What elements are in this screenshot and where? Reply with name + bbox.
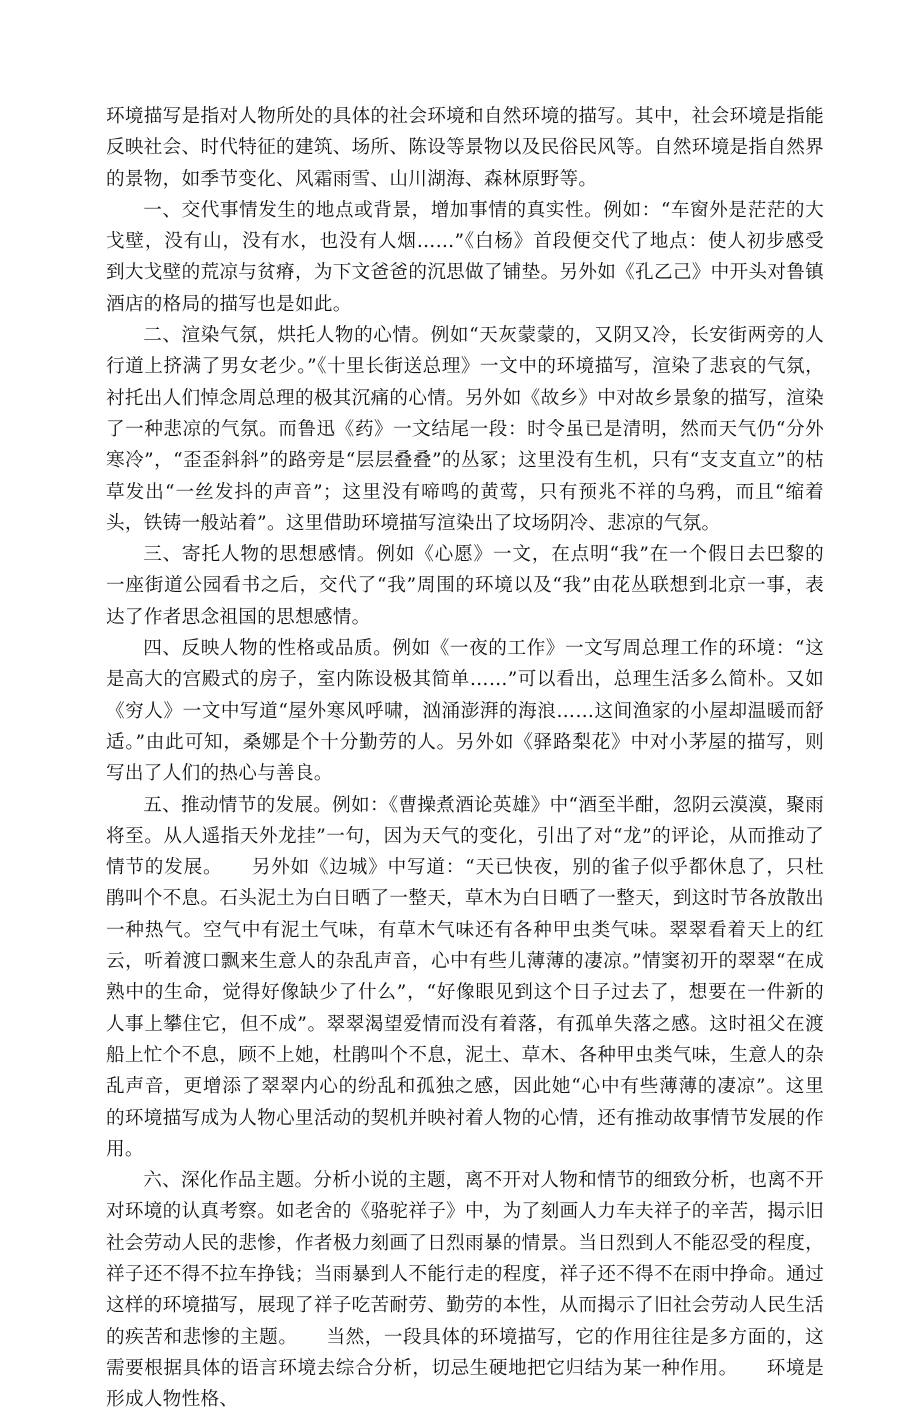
document-page: [106, 101, 824, 1415]
paragraph-intro: 环境描写是指对人物所处的具体的社会环境和自然环境的描写。其中，社会环境是指能反映社会、时代特征的建筑、场所、陈设等景物以及民俗民风等。自然环境是指自然界的景物，如季节变化、风霜雨雪、山川湖海、森林原野等。: [106, 106, 824, 190]
paragraph-point-6: 六、深化作品主题。分析小说的主题，离不开对人物和情节的细致分析，也离不开对环境的认真考察。如老舍的《骆驼祥子》中，为了刻画人力车夫祥子的辛苦，揭示旧社会劳动人民的悲惨，作者极力刻画了日烈雨暴的情景。当日烈到人不能忍受的程度，祥子还不得不拉车挣钱；当雨暴到人不能行走的程度，祥子还不得不在雨中挣命。通过这样的环境描写，展现了祥子吃苦耐劳、勤劳的本性，从而揭示了旧社会劳动人民生活的疾苦和悲惨的主题。 当然，一段具体的环境描写，它的作用往往是多方面的，这需要根据具体的语言环境去综合分析，切忌生硬地把它归结为某一种作用。 环境是形成人物性格、: [106, 1170, 824, 1411]
paragraph-point-2: 二、渲染气氛，烘托人物的心情。例如“天灰蒙蒙的，又阴又冷，长安街两旁的人行道上挤满了男女老少。”《十里长街送总理》一文中的环境描写，渲染了悲哀的气氛，衬托出人们悼念周总理的极其沉痛的心情。另外如《故乡》中对故乡景象的描写，渲染了一种悲凉的气氛。而鲁迅《药》一文结尾一段：时令虽已是清明，然而天气仍“分外寒冷”，“歪歪斜斜”的路旁是“层层叠叠”的丛冢；这里没有生机，只有“支支直立”的枯草发出“一丝发抖的声音”；这里没有啼鸣的黄莺，只有预兆不祥的乌鸦，而且“缩着头，铁铸一般站着”。这里借助环境描写渲染出了坟场阴冷、悲凉的气氛。: [106, 325, 824, 534]
paragraph-point-5: 五、推动情节的发展。例如：《曹操煮酒论英雄》中“酒至半酣，忽阴云漠漠，聚雨将至。从人遥指天外龙挂”一句，因为天气的变化，引出了对“龙”的评论，从而推动了情节的发展。 另外如《边城》中写道：“天已快夜，别的雀子似乎都休息了，只杜鹃叫个不息。石头泥土为白日晒了一整天，草木为白日晒了一整天，到这时节各放散出一种热气。空气中有泥土气味，有草木气味还有各种甲虫类气味。翠翠看着天上的红云，听着渡口飘来生意人的杂乱声音，心中有些儿薄薄的凄凉。”情窦初开的翠翠“在成熟中的生命，觉得好像缺少了什么”，“好像眼见到这个日子过去了，想要在一件新的人事上攀住它，但不成”。翠翠渴望爱情而没有着落，有孤单失落之感。这时祖父在渡船上忙个不息，顾不上她，杜鹃叫个不息，泥土、草木、各种甲虫类气味，生意人的杂乱声音，更增添了翠翠内心的纷乱和孤独之感，因此她“心中有些薄薄的凄凉”。这里的环境描写成为人物心里活动的契机并映衬着人物的心情，还有推动故事情节发展的作用。: [106, 794, 824, 1160]
paragraph-point-4: 四、反映人物的性格或品质。例如《一夜的工作》一文写周总理工作的环境：“这是高大的宫殿式的房子，室内陈设极其简单……”可以看出，总理生活多么简朴。又如《穷人》一文中写道“屋外寒风呼啸，汹涌澎湃的海浪……这间渔家的小屋却温暖而舒适。”由此可知，桑娜是个十分勤劳的人。另外如《驿路梨花》中对小茅屋的描写，则写出了人们的热心与善良。: [106, 638, 824, 785]
paragraph-point-3: 三、寄托人物的思想感情。例如《心愿》一文，在点明“我”在一个假日去巴黎的一座街道公园看书之后，交代了“我”周围的环境以及“我”由花丛联想到北京一事，表达了作者思念祖国的思想感情。: [106, 544, 824, 628]
paragraph-point-1: 一、交代事情发生的地点或背景，增加事情的真实性。例如：“车窗外是茫茫的大戈壁，没有山，没有水，也没有人烟……”《白杨》首段便交代了地点：使人初步感受到大戈壁的荒凉与贫瘠，为下文爸爸的沉思做了铺垫。另外如《孔乙己》中开头对鲁镇酒店的格局的描写也是如此。: [106, 199, 824, 315]
